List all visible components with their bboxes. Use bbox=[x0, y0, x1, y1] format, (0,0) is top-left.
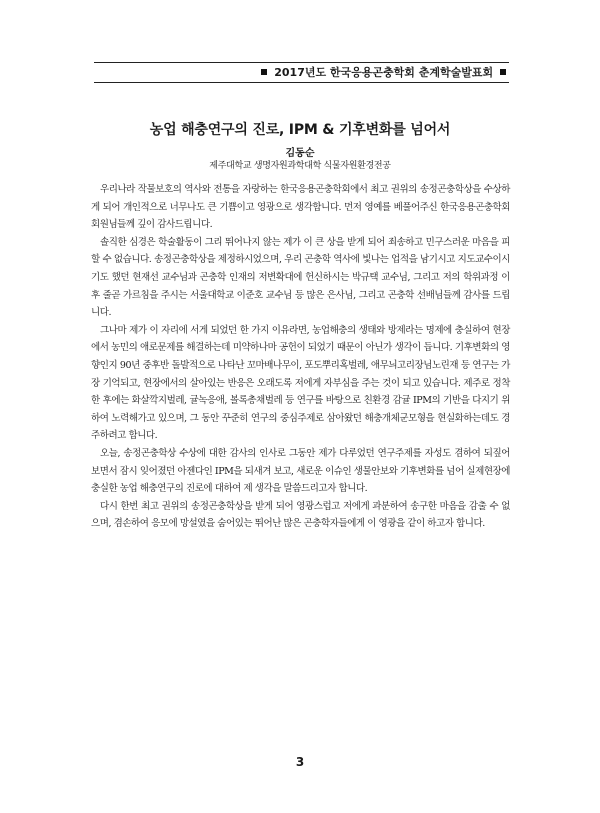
article-body bbox=[91, 181, 510, 533]
header-text: 2017년도 한국응용곤충학회 춘계학술발표회 bbox=[274, 66, 494, 79]
square-bullet-icon bbox=[500, 69, 506, 75]
body-paragraph: 오늘, 송정곤충학상 수상에 대한 감사의 인사로 그동안 제가 다루었던 연구주제를 자성도 겸하여 되짚어 보면서 잠시 잊어졌던 아젠다인 IPM을 되새겨 보고, 새로운 이슈인 생물안보와 기후변화를 넘어 실제현장에 충실한 농업 해충연구의 진로에 대하여 제 생각을 말씀드리고자 합니다. bbox=[91, 447, 510, 495]
article-title: 농업 해충연구의 진로, IPM & 기후변화를 넘어서 bbox=[149, 122, 451, 138]
body-paragraph: 그나마 제가 이 자리에 서게 되었던 한 가지 이유라면, 농업해충의 생태와 방제라는 명제에 충실하여 현장에서 농민의 애로문제를 해결하는데 미약하나마 공헌이 되었기 때문이 아닌가 생각이 듭니다. 기후변화의 영향인지 90년 중후반 돌발적으로 나타난 꼬마배나무이, 포도뿌리혹벌레, 애무늬고리장님노린재 등 연구는 가장 기억되고, 현장에서의 살아있는 반응은 오래도록 저에게 자부심을 주는 것이 되고 있습니다. 제주로 정착한 후에는 화살깍지벌레, 귤녹응애, 볼록총채벌레 등 연구를 바탕으로 친환경 감귤 IPM의 기반을 다지기 위하여 노력해가고 있으며, 그 동안 꾸준히 연구의 중심주제로 삼아왔던 해충개체군모형을 현실화하는데도 경주하려고 합니다. bbox=[91, 324, 510, 442]
author-name: 김동순 bbox=[285, 148, 315, 159]
page-number: 3 bbox=[295, 755, 305, 769]
body-paragraph: 다시 한번 최고 권위의 송정곤충학상을 받게 되어 영광스럽고 저에게 과분하여 송구한 마음을 감출 수 없으며, 겸손하여 응모에 망설였을 숨어있는 뛰어난 많은 곤충학자들에게 이 영광을 같이 하고자 합니다. bbox=[91, 500, 510, 530]
body-paragraph: 우리나라 작물보호의 역사와 전통을 자랑하는 한국응용곤충학회에서 최고 권위의 송정곤충학상을 수상하게 되어 개인적으로 너무나도 큰 기쁨이고 영광으로 생각합니다. 먼저 영예를 베풀어주신 한국응용곤충학회 회원님들께 깊이 감사드립니다. bbox=[91, 184, 510, 231]
body-paragraph: 솔직한 심경은 학술활동이 그리 뛰어나지 않는 제가 이 큰 상을 받게 되어 죄송하고 민구스러운 마음을 피할 수 없습니다. 송정곤충학상을 제정하시었으며, 우리 곤충학 역사에 빛나는 업적을 남기시고 지도교수이시기도 했던 현재선 교수님과 곤충학 인재의 저변확대에 헌신하시는 박규택 교수님, 그리고 저의 학위과정 이후 줄곧 가르침을 주시는 서울대학교 이준호 교수님 등 많은 은사님, 그리고 곤충학 선배님들께 감사를 드립니다. bbox=[91, 236, 510, 319]
square-bullet-icon bbox=[261, 69, 267, 75]
author-affiliation: 제주대학교 생명자원과학대학 식물자원환경전공 bbox=[209, 161, 391, 171]
running-header bbox=[94, 62, 509, 83]
